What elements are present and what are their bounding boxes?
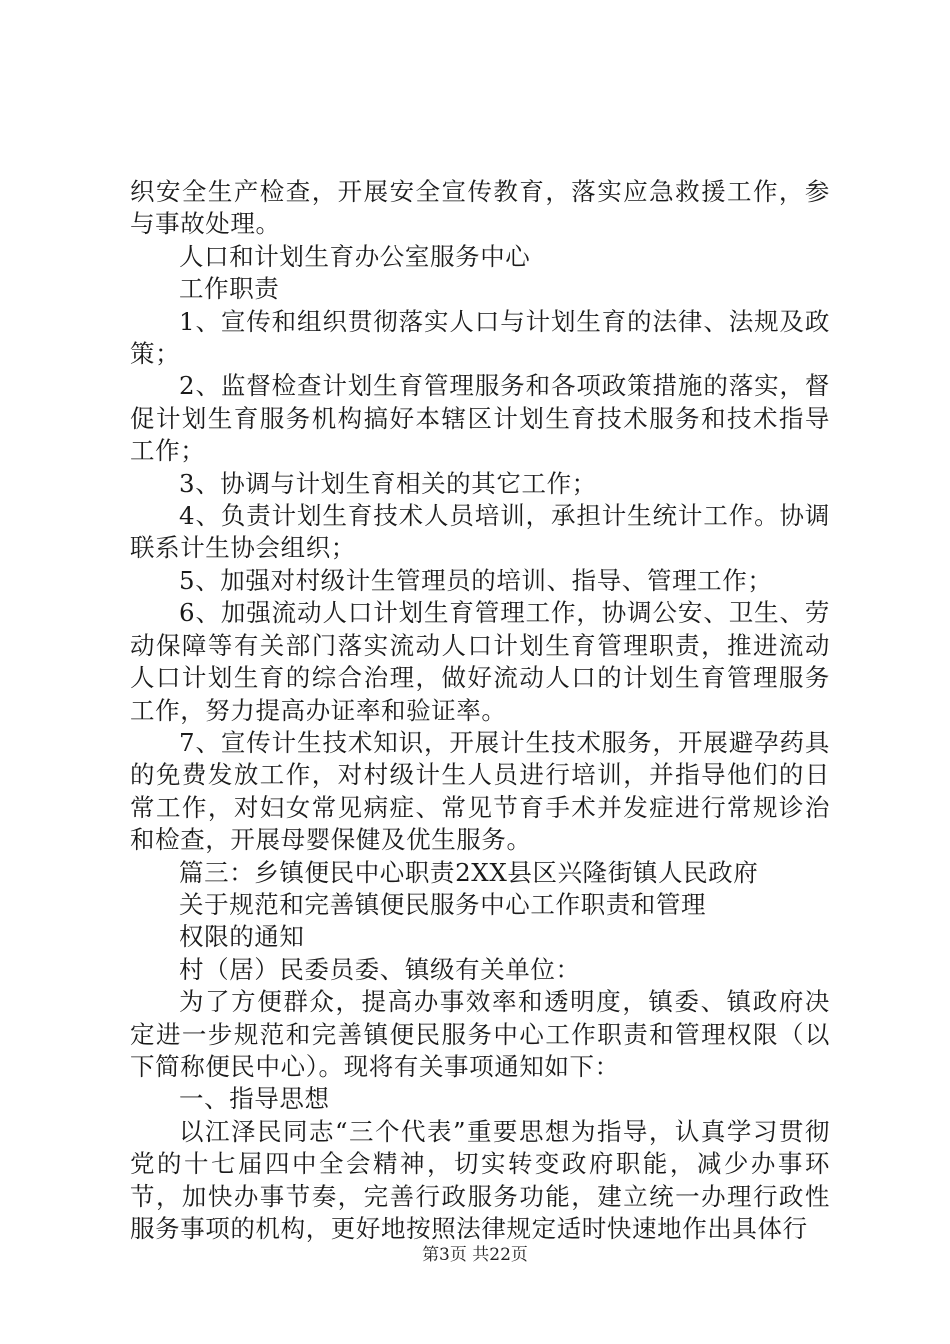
paragraph-16: 一、指导思想 xyxy=(179,1084,330,1114)
document-body xyxy=(130,176,830,1245)
paragraph-13: 权限的通知 xyxy=(179,922,305,952)
paragraph-11: 篇三：乡镇便民中心职责2XX县区兴隆街镇人民政府 xyxy=(179,857,759,887)
paragraph-3: 工作职责 xyxy=(179,274,280,304)
paragraph-4: 1、宣传和组织贯彻落实人口与计划生育的法律、法规及政策； xyxy=(130,306,830,369)
paragraph-6: 3、协调与计划生育相关的其它工作； xyxy=(179,468,597,498)
paragraph-9: 6、加强流动人口计划生育管理工作，协调公安、卫生、劳动保障等有关部门落实流动人口计划生育管理职责，推进流动人口计划生育的综合治理，做好流动人口的计划生育管理服务工作，努力提高办证率和验证率。 xyxy=(130,598,830,725)
paragraph-10: 7、宣传计生技术知识，开展计生技术服务，开展避孕药具的免费发放工作，对村级计生人员进行培训，并指导他们的日常工作，对妇女常见病症、常见节育手术并发症进行常规诊治和检查，开展母婴保健及优生服务。 xyxy=(130,727,830,855)
paragraph-2: 人口和计划生育办公室服务中心 xyxy=(179,241,531,271)
paragraph-5: 2、监督检查计划生育管理服务和各项政策措施的落实，督促计划生育服务机构搞好本辖区计划生育技术服务和技术指导工作； xyxy=(130,371,830,466)
paragraph-8: 5、加强对村级计生管理员的培训、指导、管理工作； xyxy=(179,565,773,595)
paragraph-1: 织安全生产检查，开展安全宣传教育，落实应急救援工作，参与事故处理。 xyxy=(130,177,830,239)
page-number-footer: 第3页 共22页 xyxy=(422,1245,528,1265)
paragraph-12: 关于规范和完善镇便民服务中心工作职责和管理 xyxy=(179,889,707,919)
paragraph-14: 村（居）民委员委、镇级有关单位： xyxy=(179,954,581,984)
paragraph-7: 4、负责计划生育技术人员培训，承担计生统计工作。协调联系计生协会组织； xyxy=(130,501,830,563)
paragraph-17: 以江泽民同志“三个代表”重要思想为指导，认真学习贯彻党的十七届四中全会精神，切实转变政府职能，减少办事环节，加快办事节奏，完善行政服务功能，建立统一办理行政性服务事项的机构，更好地按照法律规定适时快速地作出具体行 xyxy=(130,1116,830,1243)
paragraph-15: 为了方便群众，提高办事效率和透明度，镇委、镇政府决定进一步规范和完善镇便民服务中心工作职责和管理权限（以下简称便民中心）。现将有关事项通知如下： xyxy=(130,987,830,1081)
